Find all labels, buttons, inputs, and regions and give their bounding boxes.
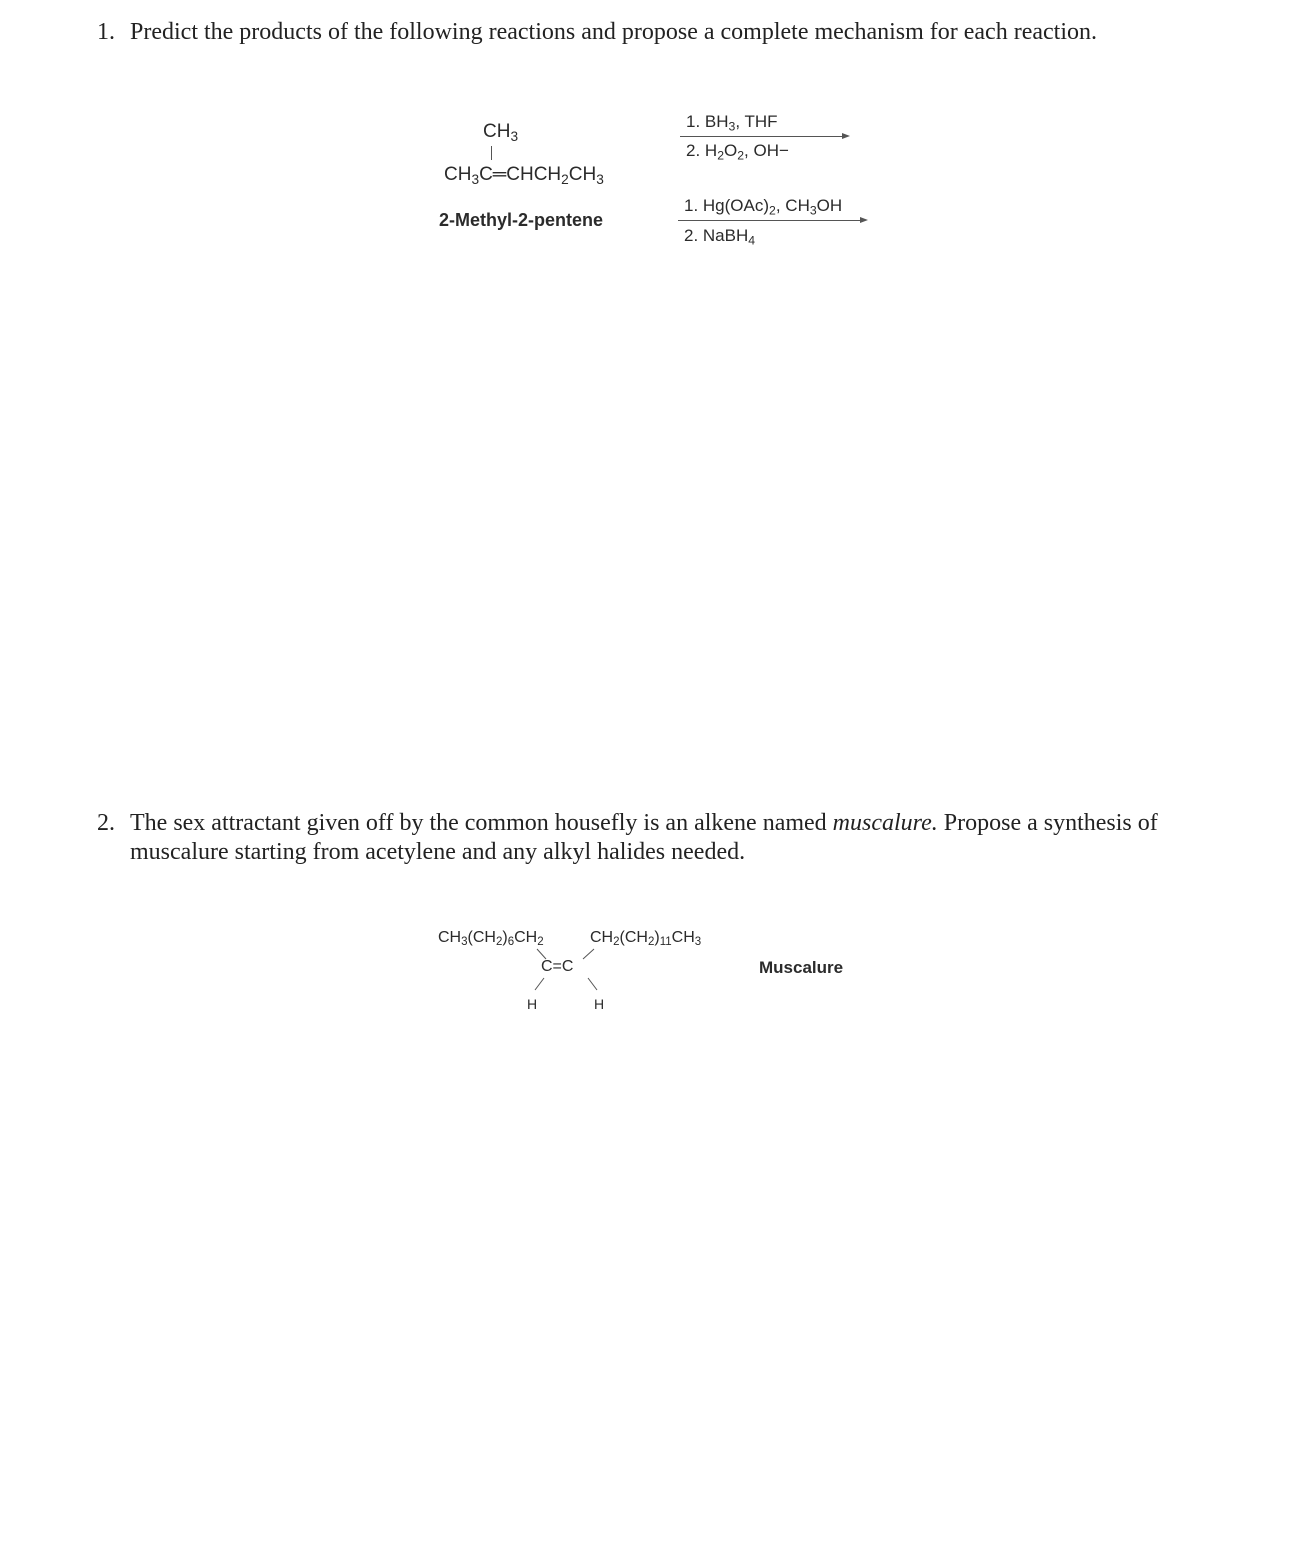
reaction-b-step1: 1. $Hg(OAc)_2$, $CH_3OH$ [684, 196, 843, 218]
reaction-b-arrow-line [678, 220, 860, 221]
question-2 [97, 809, 1207, 867]
muscalure-right-h: H [594, 996, 605, 1012]
question-2-text: The sex attractant given off by the common housefly is an alkene named muscalure. Propose a synthesis of muscalure starting from acetylene and any alkyl halides needed. [130, 810, 1158, 865]
reaction-a-step1: 1. $BH_3$, THF [686, 112, 778, 134]
question-1 [97, 18, 1207, 47]
reactant-vertical-bond [491, 146, 492, 160]
reaction-b-step2: 2. NaBH$_4$ [684, 226, 756, 248]
muscalure-left-group: $CH_3(CH_2)_6CH_2$ [438, 929, 544, 949]
bond-right-lower [588, 978, 597, 990]
muscalure-left-h: H [527, 996, 538, 1012]
question-1-number: 1. [97, 19, 115, 45]
reaction-a-arrow-head [842, 133, 850, 139]
question-2-number: 2. [97, 810, 115, 836]
muscalure-italic: muscalure. [832, 810, 938, 836]
bond-left-lower [535, 978, 544, 990]
muscalure-double-bond: C=C [541, 958, 574, 975]
question-1-text: Predict the products of the following reactions and propose a complete mechanism for each reaction. [130, 19, 1097, 45]
reaction-a-step2: 2. $H_2O_2$, OH− [686, 141, 789, 163]
muscalure-name: Muscalure [759, 958, 844, 977]
muscalure-right-group: $CH_2(CH_2)_{11}CH_3$ [590, 929, 702, 949]
reactant-main-chain: $CH_3C═CHCH_2CH_3$ [444, 164, 604, 187]
reaction-a-arrow-line [680, 136, 842, 137]
reaction-b-arrow-head [860, 217, 868, 223]
reactant-name: 2-Methyl-2-pentene [439, 210, 604, 230]
reactant-methyl-group: $CH_3$ [483, 121, 519, 144]
bond-right-upper [583, 949, 594, 959]
